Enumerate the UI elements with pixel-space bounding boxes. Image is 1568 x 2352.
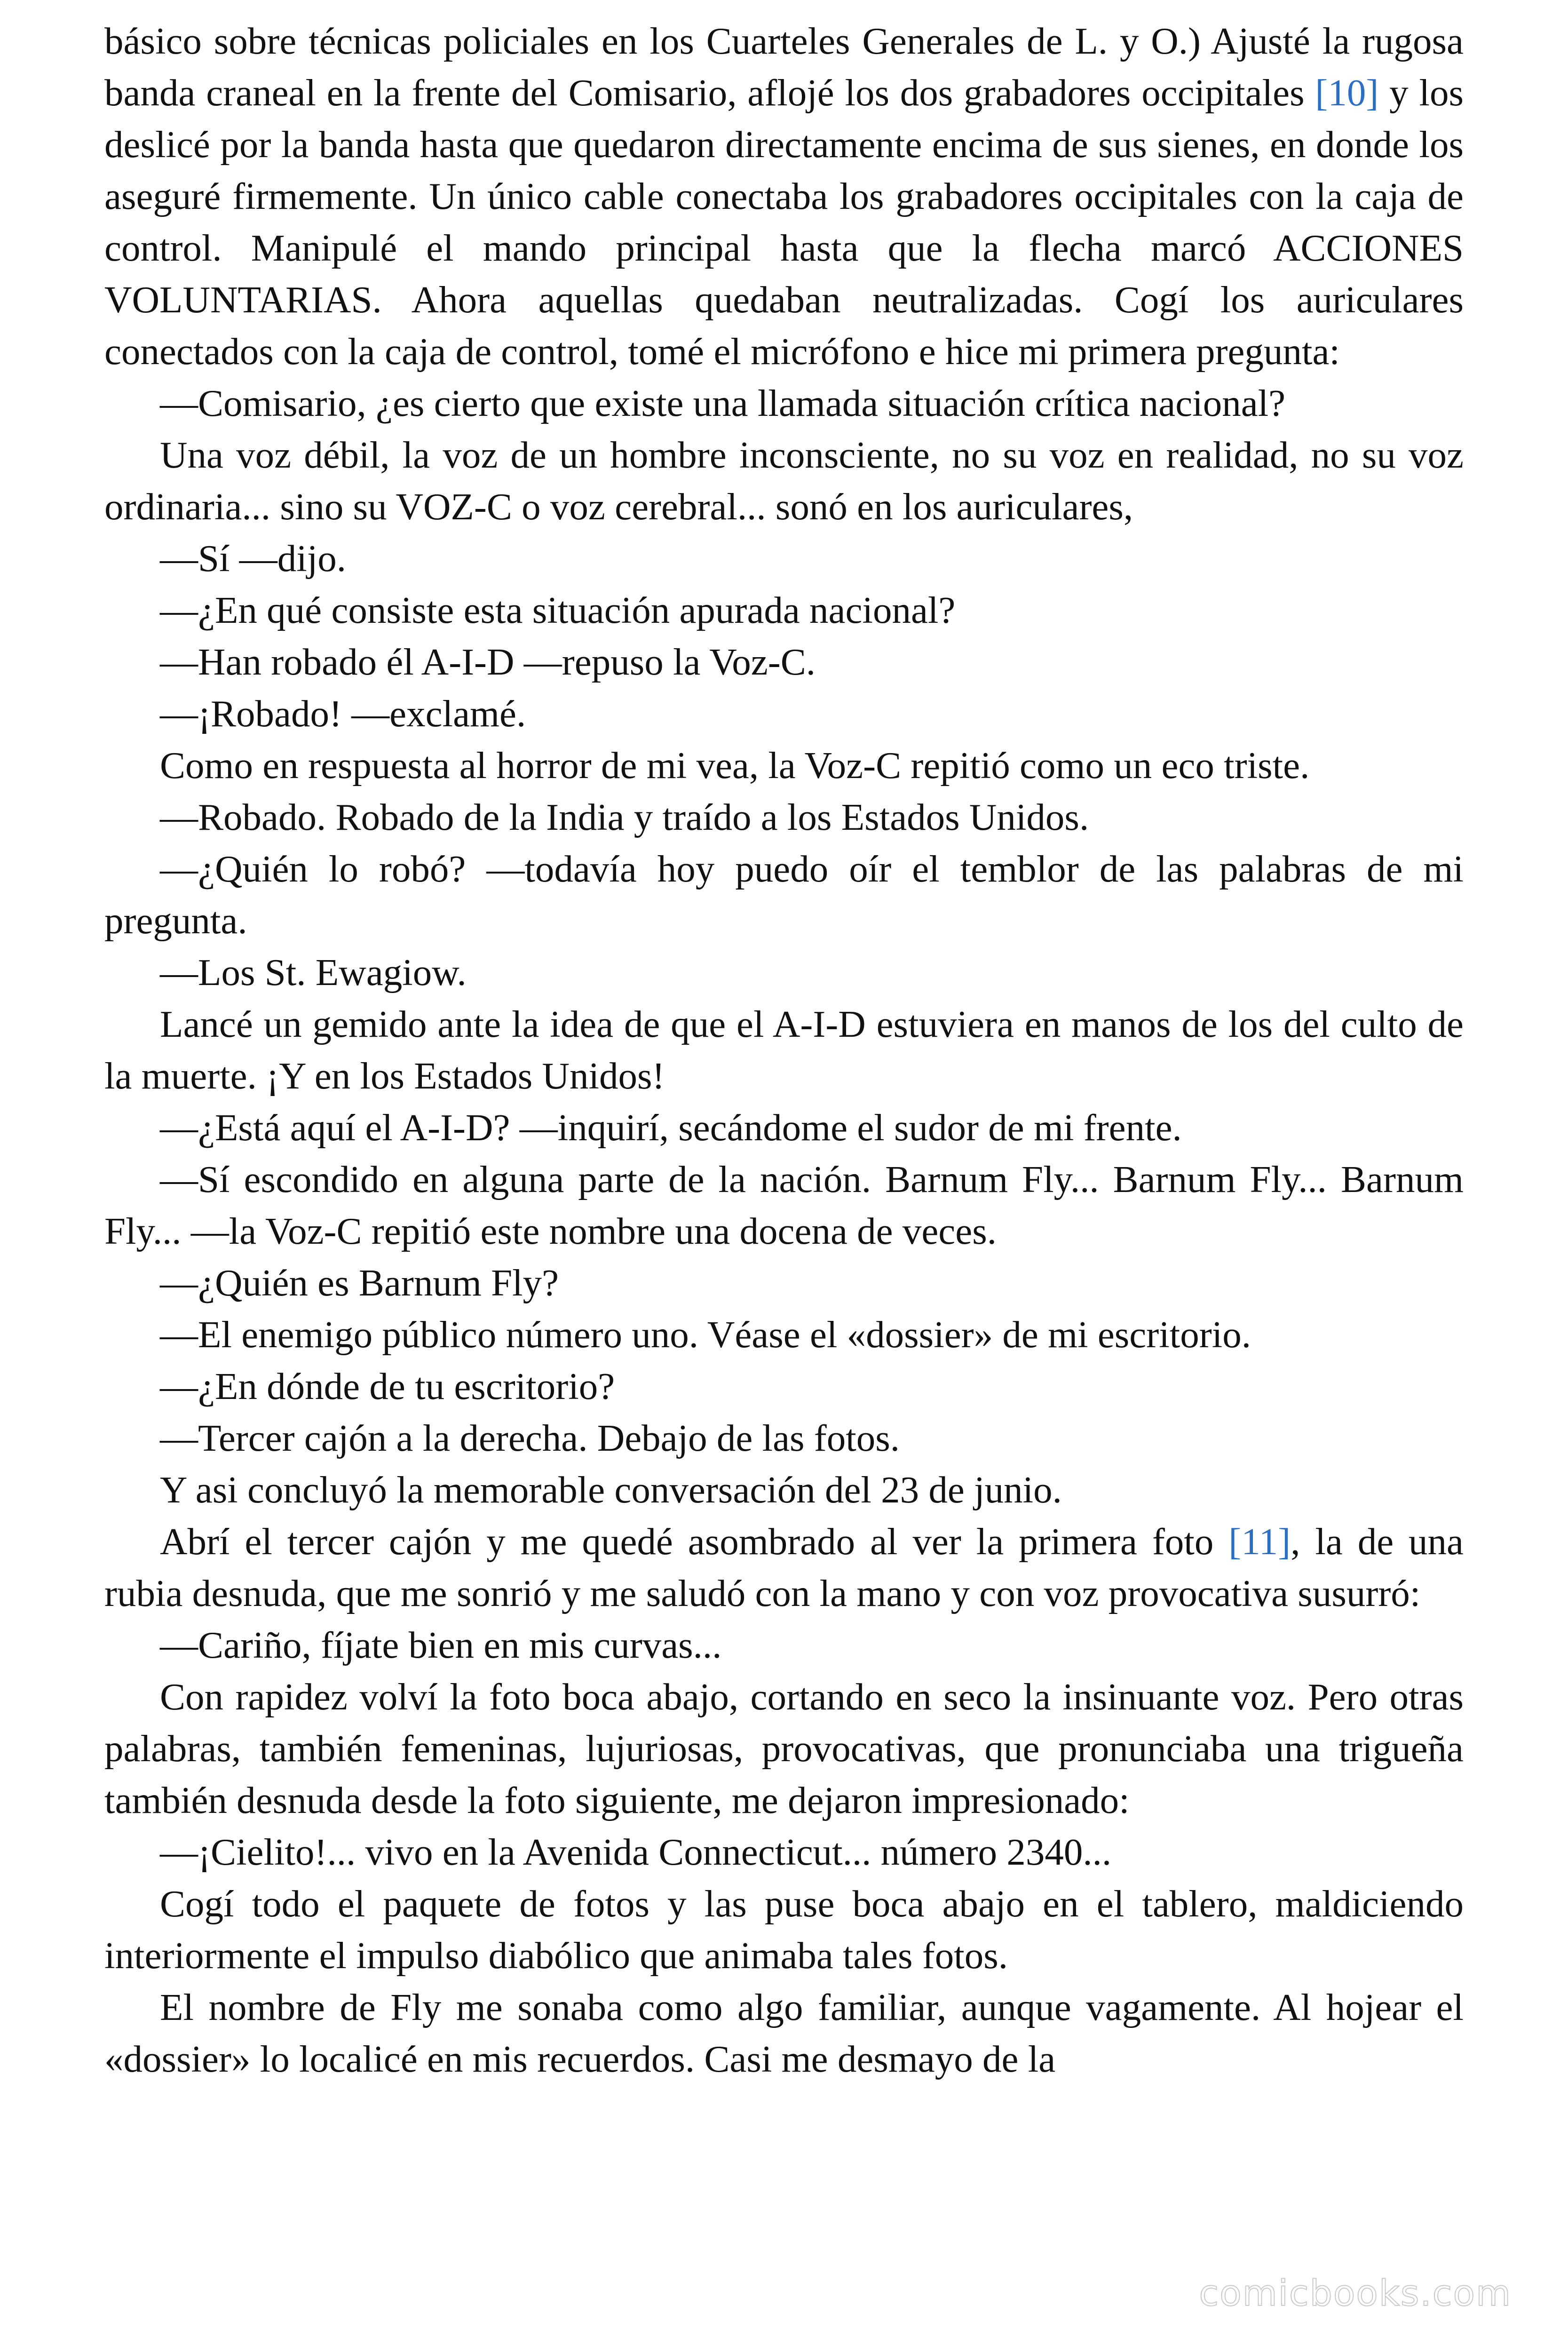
paragraph: [104, 532, 1464, 584]
paragraph-text: —¿Quién lo robó? —todavía hoy puedo oír el temblor de las palabras de mi pregunta.: [104, 848, 1464, 942]
paragraph: [104, 584, 1464, 636]
paragraph: [104, 429, 1464, 532]
footnote-link[interactable]: [11]: [1228, 1520, 1291, 1563]
footnote-link[interactable]: [10]: [1315, 72, 1379, 114]
paragraph: [104, 1257, 1464, 1309]
paragraph-text: Lancé un gemido ante la idea de que el A-I-D estuviera en manos de los del culto de la muerte. ¡Y en los Estados Unidos!: [104, 1003, 1464, 1097]
paragraph-text: —Tercer cajón a la derecha. Debajo de las fotos.: [160, 1417, 900, 1459]
paragraph: [104, 1516, 1464, 1619]
page-body-text: [104, 15, 1464, 2085]
paragraph-text: —Han robado él A-I-D —repuso la Voz-C.: [160, 641, 816, 683]
paragraph-text: —Sí —dijo.: [160, 537, 347, 580]
paragraph-text: —Los St. Ewagiow.: [160, 951, 467, 993]
paragraph-text: Cogí todo el paquete de fotos y las puse boca abajo en el tablero, maldiciendo interiormente el impulso diabólico que animaba tales fotos.: [104, 1883, 1464, 1977]
paragraph: [104, 1412, 1464, 1464]
paragraph-text: —¡Robado! —exclamé.: [160, 692, 526, 735]
paragraph: [104, 791, 1464, 843]
paragraph: [104, 1981, 1464, 2085]
paragraph: [104, 843, 1464, 946]
paragraph-text: —Robado. Robado de la India y traído a los Estados Unidos.: [160, 796, 1089, 838]
paragraph-text: —¿Está aquí el A-I-D? —inquirí, secándome el sudor de mi frente.: [160, 1106, 1182, 1149]
paragraph: [104, 688, 1464, 739]
paragraph-text: Como en respuesta al horror de mi vea, la Voz-C repitió como un eco triste.: [160, 744, 1310, 787]
paragraph: [104, 946, 1464, 998]
paragraph-text: Y asi concluyó la memorable conversación del 23 de junio.: [160, 1469, 1062, 1511]
paragraph-text: básico sobre técnicas policiales en los Cuarteles Generales de L. y O.) Ajusté la rugosa banda craneal en la frente del Comisario, aflojé los dos grabadores occipitales: [104, 20, 1464, 114]
paragraph-text: Una voz débil, la voz de un hombre inconsciente, no su voz en realidad, no su voz ordinaria... sino su VOZ-C o voz cerebral... sonó en los auriculares,: [104, 434, 1464, 528]
paragraph: [104, 636, 1464, 688]
paragraph-text: El nombre de Fly me sonaba como algo familiar, aunque vagamente. Al hojear el «dossier» lo localicé en mis recuerdos. Casi me desmayo de la: [104, 1986, 1464, 2080]
paragraph-text: —¿En dónde de tu escritorio?: [160, 1365, 615, 1407]
paragraph-text: —¡Cielito!... vivo en la Avenida Connecticut... número 2340...: [160, 1831, 1112, 1873]
paragraph: [104, 998, 1464, 1102]
paragraph-text: Abrí el tercer cajón y me quedé asombrado al ver la primera foto: [160, 1520, 1229, 1563]
paragraph: [104, 15, 1464, 377]
paragraph-text: —Cariño, fíjate bien en mis curvas...: [160, 1624, 722, 1666]
paragraph: [104, 1619, 1464, 1671]
paragraph-text: Con rapidez volví la foto boca abajo, cortando en seco la insinuante voz. Pero otras palabras, también femeninas, lujuriosas, provocativas, que pronunciaba una trigueña también desnuda desde la foto siguiente, me dejaron impresionado:: [104, 1676, 1464, 1821]
paragraph: [104, 1102, 1464, 1153]
paragraph-text: —¿En qué consiste esta situación apurada nacional?: [160, 589, 956, 631]
paragraph: [104, 1878, 1464, 1981]
paragraph: [104, 1826, 1464, 1878]
paragraph: [104, 1360, 1464, 1412]
paragraph-text: —El enemigo público número uno. Véase el «dossier» de mi escritorio.: [160, 1313, 1251, 1356]
paragraph-text: , la de una rubia desnuda, que me sonrió y me saludó con la mano y con voz provocativa susurró:: [104, 1520, 1464, 1614]
paragraph: [104, 1153, 1464, 1257]
paragraph: [104, 1464, 1464, 1516]
paragraph: [104, 739, 1464, 791]
paragraph: [104, 1309, 1464, 1360]
paragraph: [104, 1671, 1464, 1826]
paragraph: [104, 377, 1464, 429]
paragraph-text: —Comisario, ¿es cierto que existe una llamada situación crítica nacional?: [160, 382, 1286, 424]
paragraph-text: —¿Quién es Barnum Fly?: [160, 1262, 559, 1304]
paragraph-text: —Sí escondido en alguna parte de la nación. Barnum Fly... Barnum Fly... Barnum Fly... —la Voz-C repitió este nombre una docena de veces.: [104, 1158, 1464, 1252]
paragraph-text: y los deslicé por la banda hasta que quedaron directamente encima de sus sienes, en donde los aseguré firmemente. Un único cable conectaba los grabadores occipitales con la caja de control. Manipulé el mando principal hasta que la flecha marcó ACCIONES VOLUNTARIAS. Ahora aquellas quedaban neutralizadas. Cogí los auriculares conectados con la caja de control, tomé el micrófono e hice mi primera pregunta:: [104, 72, 1464, 373]
watermark: comicbooks.com: [1199, 2272, 1512, 2314]
